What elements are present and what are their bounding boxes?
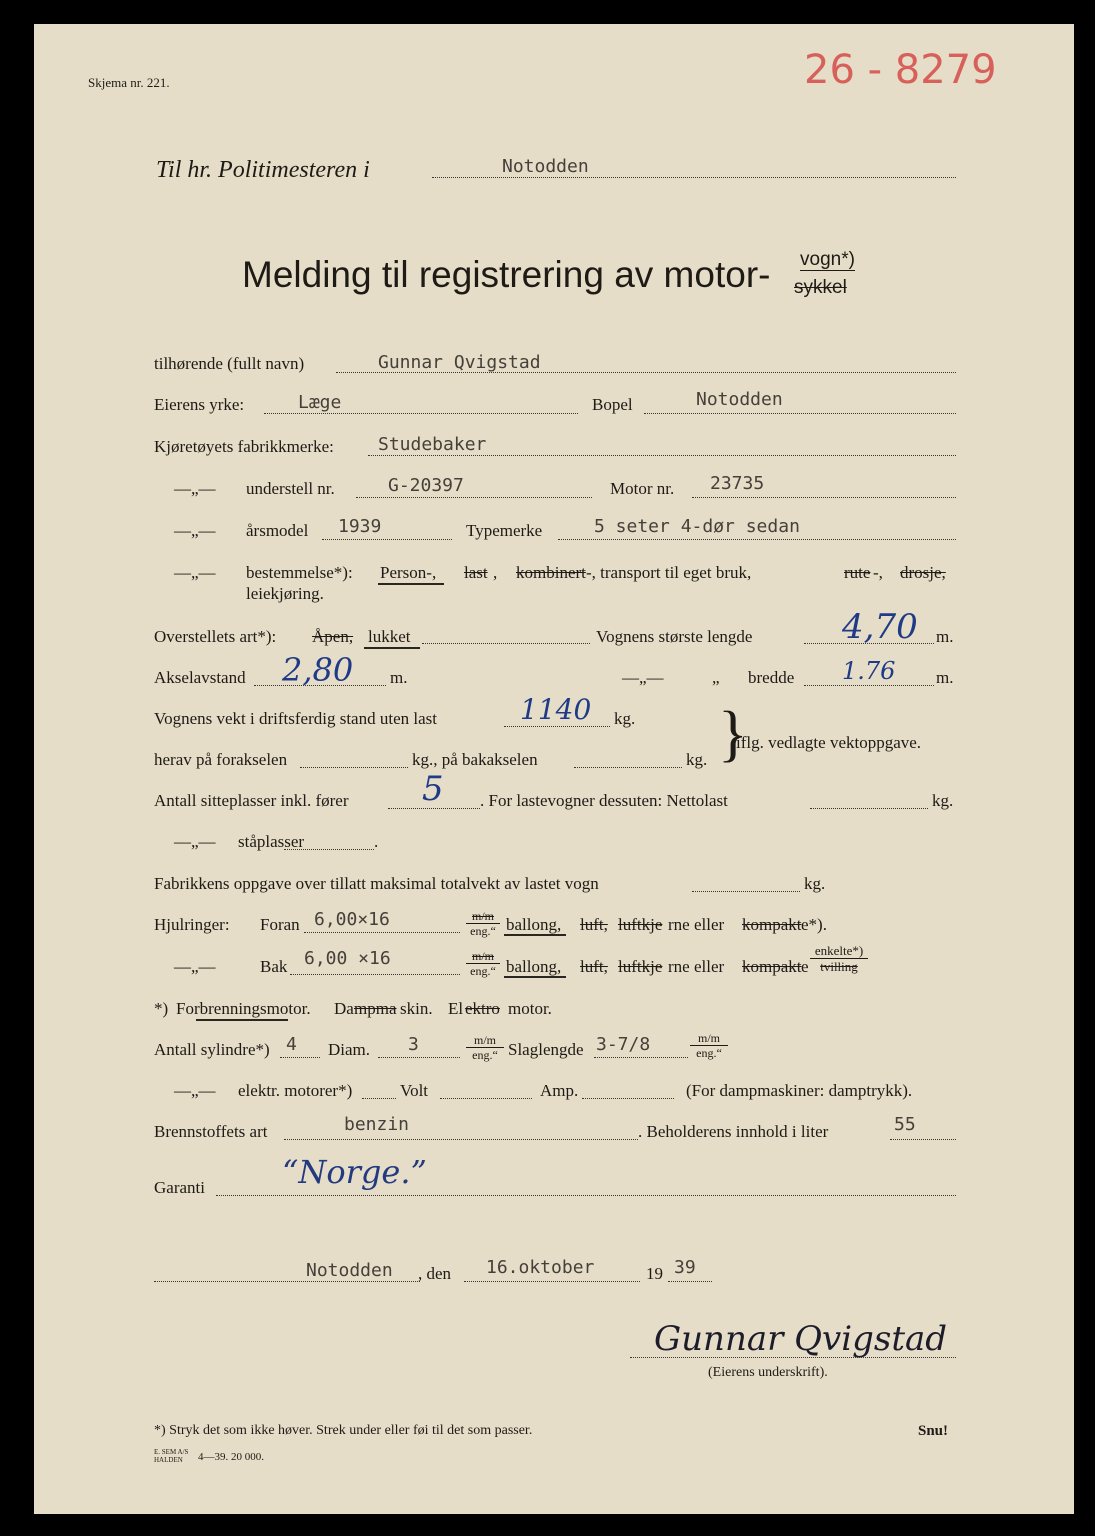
- year-label: årsmodel: [246, 521, 309, 540]
- purpose-rute-struck: rute: [844, 563, 871, 582]
- addressee-line: [432, 177, 956, 178]
- guarantee-line: [216, 1195, 956, 1196]
- engine-steam-struck: mpma: [354, 999, 397, 1018]
- net-load-unit: kg.: [932, 791, 954, 810]
- length-label: Vognens største lengde: [596, 627, 753, 646]
- purpose-transport: -, transport til eget bruk,: [586, 563, 752, 582]
- motor-number-label: Motor nr.: [610, 479, 675, 498]
- motor-number-value[interactable]: 23735: [710, 473, 765, 494]
- body-type-label: Overstellets art*):: [154, 627, 277, 646]
- year-value[interactable]: 1939: [338, 516, 382, 537]
- purpose-person[interactable]: Person-,: [380, 563, 437, 582]
- standing-label: ståplasser: [238, 832, 305, 851]
- chassis-value[interactable]: G-20397: [388, 475, 464, 496]
- max-weight-line: [692, 891, 800, 892]
- volt-line: [440, 1098, 532, 1099]
- purpose-drosje-struck: drosje,: [900, 563, 946, 582]
- tires-rear-e: e: [801, 957, 809, 976]
- tires-rear-kompakt-struck: kompakt: [742, 957, 802, 976]
- tires-rear-eller: rne eller: [668, 957, 725, 976]
- amp-line: [582, 1098, 674, 1099]
- purpose-leiekjoring: leiekjøring.: [246, 584, 324, 603]
- rear-axle-line: [574, 767, 682, 768]
- make-label: Kjøretøyets fabrikkmerke:: [154, 437, 334, 456]
- body-type-line: [422, 643, 590, 644]
- tires-front-line: [304, 932, 460, 933]
- tires-rear-unit: m/m eng.“: [466, 950, 500, 977]
- front-axle-label: herav på forakselen: [154, 750, 288, 769]
- width-line: [804, 685, 934, 686]
- form-title: Melding til registrering av motor-: [242, 254, 771, 295]
- ditto-1: —„—: [174, 479, 216, 498]
- place-value[interactable]: Notodden: [306, 1260, 393, 1281]
- standing-line: [284, 849, 374, 850]
- year-line: [322, 539, 452, 540]
- engine-note-mark: *): [154, 999, 169, 1018]
- weight-value[interactable]: 1140: [520, 693, 592, 726]
- ditto-5: —„—: [174, 832, 216, 851]
- ditto-2: —„—: [174, 521, 216, 540]
- engine-electric-el: El: [448, 999, 464, 1018]
- make-line: [368, 455, 956, 456]
- ditto-6: —„—: [174, 957, 216, 976]
- tires-rear-value[interactable]: 6,00 ×16: [304, 948, 391, 969]
- motor-number-line: [692, 497, 956, 498]
- signature-line: [630, 1357, 956, 1358]
- purpose-label: bestemmelse*):: [246, 563, 353, 582]
- diameter-line: [378, 1057, 460, 1058]
- archive-stamp-number: 26 - 8279: [804, 47, 997, 93]
- year-prefix: 19: [646, 1264, 663, 1283]
- ditto-7: —„—: [174, 1081, 216, 1100]
- date-den: , den: [418, 1264, 452, 1283]
- weight-source-note: iflg. vedlagte vektoppgave.: [736, 733, 922, 752]
- addressee-value[interactable]: Notodden: [502, 156, 589, 177]
- chassis-line: [356, 497, 592, 498]
- max-weight-label: Fabrikkens oppgave over tillatt maksimal totalvekt av lastet vogn: [154, 874, 599, 893]
- tires-rear-luftkj-struck: luftkje: [618, 957, 663, 976]
- width-quote: „: [712, 668, 720, 687]
- footer-turn-over: Snu!: [918, 1423, 949, 1439]
- engine-combustion[interactable]: Forbrenningsmotor.: [176, 999, 311, 1018]
- tires-front-value[interactable]: 6,00×16: [314, 909, 390, 930]
- stroke-line: [594, 1057, 688, 1058]
- make-value[interactable]: Studebaker: [378, 434, 487, 455]
- ditto-4: —„—: [622, 668, 664, 687]
- guarantee-value[interactable]: “Norge.”: [282, 1153, 427, 1191]
- weight-label: Vognens vekt i driftsferdig stand uten last: [154, 709, 437, 728]
- volt-label: Volt: [400, 1081, 429, 1100]
- tank-label: . Beholderens innhold i liter: [638, 1122, 829, 1141]
- weight-brace: }: [718, 700, 748, 768]
- net-load-line: [810, 808, 928, 809]
- net-load-label: . For lastevogner dessuten: Nettolast: [480, 791, 728, 810]
- tires-front-luftkj-struck: luftkje: [618, 915, 663, 934]
- tires-rear-label: Bak: [260, 957, 288, 976]
- chassis-label: understell nr.: [246, 479, 335, 498]
- engine-steam-da: Da: [334, 999, 354, 1018]
- signature-caption: (Eierens underskrift).: [708, 1365, 828, 1380]
- length-value[interactable]: 4,70: [842, 607, 918, 647]
- printer-run: 4—39. 20 000.: [198, 1451, 264, 1463]
- tires-rear-ballong[interactable]: ballong,: [506, 957, 562, 976]
- title-option-sykkel-struck: sykkel: [794, 277, 847, 298]
- stroke-unit: m/m eng.“: [690, 1032, 728, 1059]
- title-option-vogn: vogn*): [800, 249, 855, 270]
- registration-form-sheet: Skjema nr. 221. 26 - 8279 Til hr. Politimesteren i Notodden Melding til registrering av motor- vogn*) sykkel tilhørende (fullt navn) Gunnar Qvigstad Eierens yrke: Læge Bopel Notodden Kjøretøyets fabrikkmerke: Studebaker —„— understell nr. G-20397 Motor nr. 23735 —„— årsmodel 1939 Typemerke 5 seter 4-dør sedan —„— bestemmelse*): Person-, last , kombinert -, transport til eget bruk, rute -, drosje, leiekjøring. Overstellets art*): Åpen, lukket Vognens største lengde 4,70 m. Akselavstand 2,80 m. —„— „ bredde 1.76 m. Vognens vekt i driftsferdig stand uten last 1140 kg. herav på forakselen kg., på bakakselen kg. } iflg. vedlagte vektoppgave. Antall sitteplasser inkl. fører 5 . For lastevogner dessuten: Nettolast kg. —„— ståplasser . Fabrikkens oppgave over tillatt maksimal totalvekt av lastet vogn kg. Hjulringer: Foran 6,00×16 m/m eng.“ ballong, luft, luftkje rne eller kompakt e*). —„— Bak 6,00 ×16 m/m eng.“ ballong, luft, luftkje rne eller kompakt e enkelte*) tvilling *) Forbrenningsmotor. Da mpma skin. El ektro motor. Antall sylindre*) 4 Diam. 3 m/m eng.“ Slaglengde 3-7/8 m/m eng.“ —„— elektr. motorer*) Volt Amp. (For dampmaskiner: damptrykk). Brennstoffets art benzin . Beholderens innhold i liter 55 Garanti “Norge.” Notodden , den 16.oktober 19 39 Gunnar Qvigstad (Eierens underskrift). *) Stryk det som ikke høver. Strek under eller føi til det som passer. Snu! E. SEM A/S HALDEN 4—39. 20 000.: [34, 24, 1074, 1514]
- place-line: [154, 1281, 420, 1282]
- tires-rear-luft-struck: luft,: [580, 957, 608, 976]
- footer-note: *) Stryk det som ikke høver. Strek under eller føi til det som passer.: [154, 1423, 533, 1438]
- tires-label: Hjulringer:: [154, 915, 230, 934]
- tires-rear-line: [290, 974, 460, 975]
- tires-rear-mounting: enkelte*) tvilling: [810, 944, 868, 973]
- residence-label: Bopel: [592, 395, 633, 414]
- stroke-value[interactable]: 3-7/8: [596, 1034, 651, 1055]
- tank-line: [890, 1139, 956, 1140]
- engine-electric-struck: ektro: [465, 999, 500, 1018]
- printer-city: HALDEN: [154, 1456, 183, 1464]
- engine-electric-motor: motor.: [508, 999, 552, 1018]
- ditto-3: —„—: [174, 563, 216, 582]
- tank-value[interactable]: 55: [894, 1114, 916, 1135]
- axle-unit: m.: [390, 668, 408, 687]
- year-suffix[interactable]: 39: [674, 1257, 696, 1278]
- width-unit: m.: [936, 668, 954, 687]
- type-value[interactable]: 5 seter 4-dør sedan: [594, 516, 800, 537]
- body-lukket[interactable]: lukket: [368, 627, 411, 646]
- occupation-label: Eierens yrke:: [154, 395, 245, 414]
- type-label: Typemerke: [466, 521, 543, 540]
- steam-pressure-label: (For dampmaskiner: damptrykk).: [686, 1081, 913, 1100]
- max-weight-unit: kg.: [804, 874, 826, 893]
- cylinders-label: Antall sylindre*): [154, 1040, 270, 1059]
- body-lukket-underline: [364, 647, 420, 649]
- fuel-value[interactable]: benzin: [344, 1114, 410, 1135]
- width-value[interactable]: 1.76: [842, 657, 896, 685]
- type-line: [558, 539, 956, 540]
- weight-unit: kg.: [614, 709, 636, 728]
- amp-label: Amp.: [540, 1081, 579, 1100]
- body-apen-struck: Åpen,: [312, 627, 354, 646]
- cylinders-value[interactable]: 4: [286, 1034, 297, 1055]
- rear-axle-label: kg., på bakakselen: [412, 750, 538, 769]
- printer-name: E. SEM A/S: [154, 1448, 189, 1456]
- seats-value[interactable]: 5: [422, 769, 444, 809]
- length-unit: m.: [936, 627, 954, 646]
- front-axle-line: [300, 767, 408, 768]
- tires-front-label: Foran: [260, 915, 300, 934]
- tires-front-kompakt-struck: kompakt: [742, 915, 802, 934]
- owner-name-value[interactable]: Gunnar Qvigstad: [378, 352, 541, 373]
- seats-label: Antall sitteplasser inkl. fører: [154, 791, 349, 810]
- addressee-label: Til hr. Politimesteren i: [156, 157, 370, 183]
- weight-line: [504, 726, 610, 727]
- electric-motors-label: elektr. motorer*): [238, 1081, 353, 1100]
- purpose-kombinert-struck: kombinert: [516, 563, 586, 582]
- guarantee-label: Garanti: [154, 1178, 205, 1197]
- diameter-label: Diam.: [328, 1040, 371, 1059]
- date-year-line: [668, 1281, 712, 1282]
- width-label: bredde: [748, 668, 795, 687]
- residence-value[interactable]: Notodden: [696, 389, 783, 410]
- axle-label: Akselavstand: [154, 668, 246, 687]
- rear-axle-unit: kg.: [686, 750, 708, 769]
- purpose-person-underline: [378, 583, 444, 585]
- date-value[interactable]: 16.oktober: [486, 1257, 595, 1278]
- tires-front-luft-struck: luft,: [580, 915, 608, 934]
- fuel-label: Brennstoffets art: [154, 1122, 268, 1141]
- engine-steam-skin: skin.: [400, 999, 433, 1018]
- stroke-label: Slaglengde: [508, 1040, 584, 1059]
- occupation-line: [264, 413, 578, 414]
- axle-value[interactable]: 2,80: [282, 651, 354, 689]
- tires-front-ballong[interactable]: ballong,: [506, 915, 562, 934]
- cylinders-line: [280, 1057, 320, 1058]
- form-number: Skjema nr. 221.: [88, 75, 170, 90]
- purpose-last-struck: last: [464, 563, 488, 582]
- tires-front-eller: rne eller: [668, 915, 725, 934]
- residence-line: [644, 413, 956, 414]
- owner-signature[interactable]: Gunnar Qvigstad: [654, 1319, 948, 1359]
- electric-motors-line: [362, 1098, 396, 1099]
- tires-front-e: e*).: [801, 915, 827, 934]
- diameter-value[interactable]: 3: [408, 1034, 419, 1055]
- diameter-unit: m/m eng.“: [466, 1034, 504, 1061]
- occupation-value[interactable]: Læge: [298, 392, 342, 413]
- tires-front-unit: m/m eng.“: [466, 910, 500, 937]
- owner-name-label: tilhørende (fullt navn): [154, 354, 305, 373]
- fuel-line: [284, 1139, 638, 1140]
- date-line: [464, 1281, 640, 1282]
